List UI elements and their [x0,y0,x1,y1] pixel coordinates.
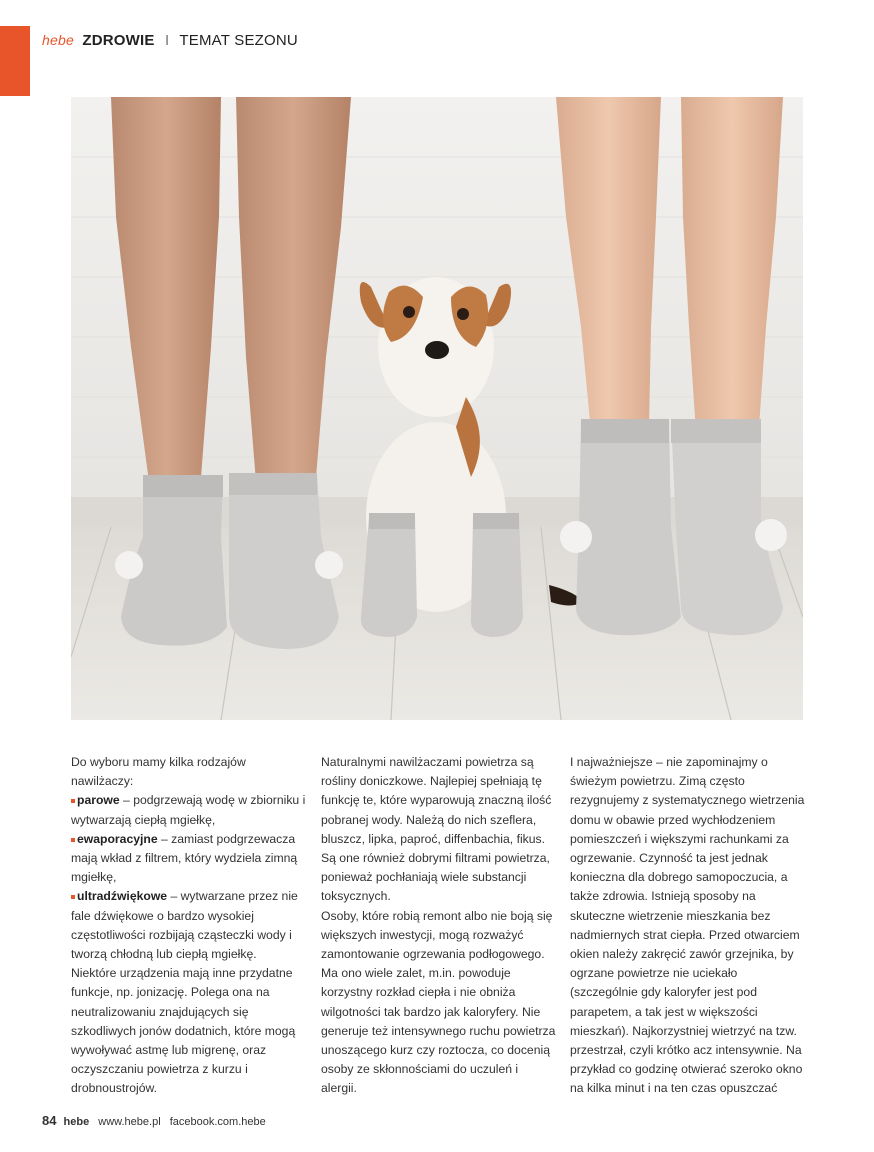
column1-intro: Do wyboru mamy kilka rodzajów nawilżaczy: [71,755,246,789]
list-item-term: parowe [77,793,120,808]
column3-paragraph-1: I najważniejsze – nie zapominajmy o świeżym powietrzu. Zimą często rezygnujemy z systematycznego wietrzenia domu w obawie przed wychłodzeniem pomieszczeń i większymi rachunkami za ogrzewanie. Czynność ta jest jednak konieczna dla dobrego samopoczucia, a także zdrowia. Istnieją sposoby na skuteczne wietrzenie mieszkania bez nadmiernych strat ciepła. Przed otwarciem okien należy zakręcić zawór grzejnika, by ogrzane powietrze nie uciekało (szczególnie gdy kaloryfer jest pod parapetem, a tak jest w większości mieszkań). Najkorzystniej wietrzyć na tzw. przestrzał, czyli krótko acz intensywnie. Na przykład co godzinę otwierać szeroko okno na kilka minut i na ten czas opuszczać [570,755,805,1096]
list-item [71,887,307,964]
column2-paragraph-1: Naturalnymi nawilżaczami powietrza są rośliny doniczkowe. Najlepiej spełniają tę funkcję te, które wyparowują znaczną ilość pobranej wody. Należą do nich szeflera, bluszcz, lipka, paproć, diffenbachia, fikus. Są one również dobrymi filtrami powietrza, ponieważ pochłaniają wiele substancji toksycznych. [321,755,552,904]
bullet-icon [71,838,75,842]
header-section: ZDROWIE [82,32,155,49]
photo-illustration [71,97,803,720]
column-3 [570,753,806,1099]
accent-bar [0,26,30,96]
footer-website-link[interactable]: www.hebe.pl [98,1116,161,1128]
list-item-term: ewaporacyjne [77,831,158,846]
list-item-text: – zamiast podgrzewacza mają wkład z filtrem, który wydziela zimną mgiełkę, [71,831,298,885]
list-item [71,830,307,888]
bullet-icon [71,895,75,899]
list-item-term: ultradźwiękowe [77,889,168,904]
column-1 [71,753,307,1099]
page-footer [42,1113,266,1128]
footer-facebook-link[interactable]: facebook.com.hebe [169,1116,266,1128]
article-photo [71,97,803,720]
bullet-icon [71,799,75,803]
list-item-text: – podgrzewają wodę w zbiorniku i wytwarzają ciepłą mgiełkę, [71,793,306,827]
header-brand: hebe [42,32,74,48]
page-number: 84 [42,1113,57,1128]
column-2 [321,753,557,1099]
page-header [42,32,298,49]
list-item [71,791,307,829]
column2-paragraph-2: Osoby, które robią remont albo nie boją się większych inwestycji, mogą rozważyć zamontowanie ogrzewania podłogowego. Ma ono wiele zalet, m.in. powoduje korzystny rozkład ciepła i nie obniża wilgotności tak bardzo jak kaloryfery. Nie generuje też intensywnego ruchu powietrza unoszącego kurz czy roztocza, co docenią osoby ze skłonnościami do uczuleń i alergii. [321,908,556,1096]
list-item-text: – wytwarzane przez nie fale dźwiękowe o bardzo wysokiej częstotliwości rozbijają cząsteczki wody i tworzą chłodną lub ciepłą mgiełkę. [71,889,298,962]
header-topic: TEMAT SEZONU [179,32,298,49]
column1-closing: Niektóre urządzenia mają inne przydatne funkcje, np. jonizację. Polega ona na neutralizowaniu znajdujących się szkodliwych jonów dodatnich, które mogą wywoływać astmę lub migrenę, oraz oczyszczaniu powietrza z kurzu i drobnoustrojów. [71,966,296,1096]
footer-brand: hebe [63,1116,90,1128]
article-body [71,753,805,1096]
header-separator: I [164,32,170,49]
